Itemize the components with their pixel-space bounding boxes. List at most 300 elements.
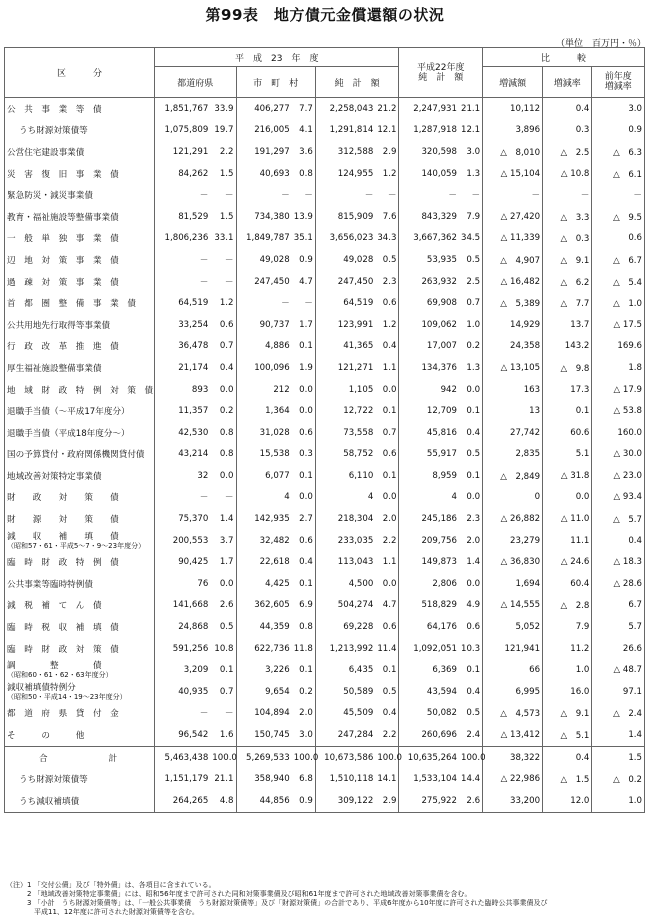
row-sublabel: （昭和57・61・平成5～7・9～23年度分） [7,541,146,550]
cell-value: △ 27,420 [483,206,543,228]
cell-value: 104,894 [236,703,292,725]
cell-value: 1,092,051 [399,638,459,660]
cell-value: 109,062 [399,314,459,336]
cell-value: 44,359 [236,616,292,638]
cell-value: 0.0 [219,578,234,589]
header-h23: 平 成 23 年 度 [155,48,399,67]
cell-value: 2.9 [382,146,397,157]
cell-value: 5.1 [543,444,592,466]
cell-value: 0.7 [382,427,397,438]
cell-value: 0.0 [382,578,397,589]
row-label-text: うち財源対策債等 [19,126,88,137]
cell-value: 4.7 [382,600,397,611]
cell-value: 45,816 [399,422,459,444]
table-row [5,120,645,142]
table-row [5,703,645,725]
cell-value: 1.7 [219,557,234,568]
cell-value: 81,529 [155,206,211,228]
cell-value: 734,380 [236,206,292,228]
cell-value: － [155,249,211,271]
cell-value: 96,542 [155,724,211,746]
cell-value: 1.4 [466,557,481,568]
row-label-text: 公営住宅建設事業債 [7,147,85,158]
table-row [5,681,645,703]
cell-value: 0.5 [466,449,481,460]
cell-value: 19.7 [214,125,234,136]
cell-value: 0.1 [382,470,397,481]
cell-value: 0.4 [466,686,481,697]
row-label [5,616,155,638]
cell-value: △ 26,882 [483,508,543,530]
cell-value: 3.7 [219,535,234,546]
row-label [5,487,155,509]
footnote-line: 3 「小計 うち財源対策債等」は、「一般公共事業債 うち財源対策債等」及び「財源対策債」の合計であり、平成6年度から10年度に許可された臨時公共事業債及び [6,899,548,907]
row-label-text: 減 税 補 て ん 債 [7,601,102,612]
cell-value: 0.4 [219,362,234,373]
cell-value: 2,806 [399,573,459,595]
cell-value: 1,851,767 [155,98,211,120]
cell-value: 6,435 [315,659,375,681]
cell-value: 7.7 [299,103,313,114]
cell-value: 49,028 [236,249,292,271]
cell-value: 0.4 [382,341,397,352]
cell-value: △ 1.0 [592,292,645,314]
cell-value: － [224,255,234,266]
table-row [5,638,645,660]
cell-value: 1,364 [236,400,292,422]
cell-value: 2.4 [466,730,481,741]
cell-value: 22,618 [236,551,292,573]
cell-value: 13.7 [543,314,592,336]
cell-value: 73,558 [315,422,375,444]
cell-value: △ 3.3 [543,206,592,228]
cell-value: 11.2 [543,638,592,660]
cell-value: 100.0 [210,746,236,768]
table-row [5,746,645,768]
row-label [5,228,155,250]
cell-value: 0.5 [466,254,481,265]
cell-value: 169.6 [592,336,645,358]
cell-value: 6.9 [299,600,313,611]
cell-value: 34.5 [460,233,481,244]
cell-value: 64,176 [399,616,459,638]
row-label-text: 公共用地先行取得等事業債 [7,320,111,331]
row-label [5,292,155,314]
cell-value: 358,940 [236,768,292,790]
cell-value: 4 [315,487,375,509]
table-body [5,98,645,813]
cell-value: 10,112 [483,98,543,120]
cell-value: 2.6 [459,790,483,812]
cell-value: 142,935 [236,508,292,530]
cell-value: 0.8 [219,449,234,460]
cell-value: 60.4 [543,573,592,595]
cell-value: △ 18.3 [592,551,645,573]
table-row [5,249,645,271]
cell-value: 1.0 [466,319,481,330]
cell-value: 362,605 [236,595,292,617]
cell-value: 160.0 [592,422,645,444]
cell-value: 2,258,043 [315,98,375,120]
cell-value: 17,007 [399,336,459,358]
table-row [5,487,645,509]
cell-value: 0.2 [299,686,313,697]
table-row [5,790,645,812]
cell-value: 0.0 [382,384,397,395]
cell-value: 3.0 [299,730,313,741]
unit-label: （単位 百万円・％） [555,39,646,49]
cell-value: △ 2,849 [483,465,543,487]
cell-value: － [471,191,481,202]
table-row [5,357,645,379]
cell-value: 4,886 [236,336,292,358]
cell-value: 3,667,362 [399,228,459,250]
cell-value: 12,709 [399,400,459,422]
page-title: 第99表 地方債元金償還額の状況 [205,6,445,24]
cell-value: △ 9.1 [543,249,592,271]
row-label-text: 臨 時 税 収 補 填 債 [7,623,119,634]
row-label [5,746,155,768]
cell-value: 0.6 [466,622,481,633]
cell-value: 100.0 [292,746,316,768]
table-row [5,616,645,638]
row-sublabel: （昭和60・61・62・63年度分） [7,671,113,680]
cell-value: △ 5,389 [483,292,543,314]
cell-value: 275,922 [399,790,459,812]
cell-value: 1.5 [592,746,645,768]
cell-value: △ 31.8 [543,465,592,487]
cell-value: 1.8 [592,357,645,379]
row-label-text: 財 源 対 策 債 [7,515,119,526]
cell-value: 0.2 [466,341,481,352]
cell-value: 121,291 [155,141,211,163]
cell-value: 0.5 [219,622,234,633]
cell-value: 209,756 [399,530,459,552]
cell-value: 0.5 [382,686,397,697]
cell-value: 16.0 [543,681,592,703]
cell-value: 0.1 [466,406,481,417]
row-label-text: 首 都 圏 整 備 事 業 債 [7,299,136,310]
cell-value: 13.9 [293,211,313,222]
cell-value: － [236,184,292,206]
cell-value: 2.6 [219,600,234,611]
cell-value: 27,742 [483,422,543,444]
cell-value: － [224,709,234,720]
cell-value: △ 48.7 [592,659,645,681]
cell-value: 10,673,586 [315,746,375,768]
cell-value: 0.2 [219,406,234,417]
cell-value: － [155,703,211,725]
cell-value: 3.0 [592,98,645,120]
cell-value: 247,450 [315,271,375,293]
cell-value: 1.5 [219,211,234,222]
cell-value: 0.0 [543,487,592,509]
cell-value: 1.5 [219,168,234,179]
row-label-text: 調 整 債 [7,661,102,672]
table-row [5,141,645,163]
cell-value: 0.3 [299,449,313,460]
table-row [5,163,645,185]
cell-value: 0.1 [299,470,313,481]
row-label-text: 臨 時 財 政 特 例 債 [7,558,119,569]
row-label [5,163,155,185]
cell-value: 0.6 [382,449,397,460]
cell-value: 150,745 [236,724,292,746]
row-label-text: 過 疎 対 策 事 業 債 [7,277,119,288]
footnotes [6,881,646,917]
cell-value: 24,868 [155,616,211,638]
cell-value: 2.2 [219,146,234,157]
cell-value: 100.0 [459,746,483,768]
row-label [5,681,155,703]
cell-value: △ 24.6 [543,551,592,573]
cell-value: 149,873 [399,551,459,573]
cell-value: 11.4 [377,643,397,654]
cell-value: 591,256 [155,638,211,660]
cell-value: 4.7 [299,276,313,287]
row-label [5,703,155,725]
row-label-text: 合 計 [38,753,121,764]
header-muni: 市 町 村 [236,67,315,98]
cell-value: 141,668 [155,595,211,617]
cell-value: 40,935 [155,681,211,703]
cell-value: － [224,277,234,288]
cell-value: 58,752 [315,444,375,466]
cell-value: △ 5.4 [592,271,645,293]
cell-value: 0.4 [466,427,481,438]
cell-value: 69,908 [399,292,459,314]
cell-value: 0.7 [466,298,481,309]
cell-value: △ 23.0 [592,465,645,487]
cell-value: 2.5 [466,276,481,287]
cell-value: 55,917 [399,444,459,466]
cell-value: 50,589 [315,681,375,703]
cell-value: 4.9 [466,600,481,611]
cell-value: 10,635,264 [399,746,459,768]
table-row [5,314,645,336]
cell-value: 0.1 [219,665,234,676]
cell-value: 90,425 [155,551,211,573]
cell-value: △ 9.1 [543,703,592,725]
cell-value: 1,291,814 [315,120,375,142]
cell-value: 44,856 [236,790,292,812]
table-row [5,768,645,790]
cell-value: 843,329 [399,206,459,228]
cell-value: 1,075,809 [155,120,211,142]
cell-value: － [236,292,292,314]
row-label-text: 財 政 対 策 債 [7,493,119,504]
cell-value: 2.2 [382,730,397,741]
cell-value: 3.0 [466,146,481,157]
cell-value: 64,519 [315,292,375,314]
cell-value: △ 93.4 [592,487,645,509]
cell-value: － [592,184,645,206]
cell-value: △ 30.0 [592,444,645,466]
cell-value: 1.2 [219,298,234,309]
cell-value: 309,122 [315,790,375,812]
header-prev-line2: 増減率 [604,82,632,92]
cell-value: 11,357 [155,400,211,422]
cell-value: 1,213,992 [315,638,375,660]
cell-value: － [315,184,375,206]
cell-value: 191,297 [236,141,292,163]
row-label-text: 緊急防災・減災事業債 [7,191,93,202]
cell-value: 90,737 [236,314,292,336]
cell-value: － [483,184,543,206]
cell-value: 43,214 [155,444,211,466]
cell-value: 143.2 [543,336,592,358]
cell-value: 216,005 [236,120,292,142]
row-label [5,508,155,530]
row-label [5,379,155,401]
cell-value: 0.6 [592,228,645,250]
cell-value: 7.9 [543,616,592,638]
cell-value: 0.3 [543,120,592,142]
cell-value: 33.1 [214,233,234,244]
cell-value: △ 28.6 [592,573,645,595]
cell-value: 4.1 [299,125,313,136]
cell-value: 6,110 [315,465,375,487]
header-h22-line2: 純 計 額 [418,72,464,83]
table-row [5,400,645,422]
table-row [5,379,645,401]
table-row [5,551,645,573]
cell-value: 942 [399,379,459,401]
cell-value: 32,482 [236,530,292,552]
cell-value: 6,077 [236,465,292,487]
cell-value: 815,909 [315,206,375,228]
cell-value: 24,358 [483,336,543,358]
cell-value: 6,369 [399,659,459,681]
cell-value: 1.6 [219,730,234,741]
cell-value: 0.1 [382,665,397,676]
cell-value: 0.9 [299,254,313,265]
cell-value: △ 4,573 [483,703,543,725]
cell-value: 0.8 [299,168,313,179]
cell-value: △ 4,907 [483,249,543,271]
row-sublabel: （昭和50・平成14・19～23年度分） [7,692,127,701]
cell-value: － [304,299,313,310]
cell-value: 1,533,104 [399,768,459,790]
cell-value: 0.1 [299,578,313,589]
cell-value: 247,450 [236,271,292,293]
cell-value: 263,932 [399,271,459,293]
cell-value: 84,262 [155,163,211,185]
cell-value: △ 2.8 [543,595,592,617]
cell-value: 12.1 [377,125,397,136]
cell-value: 32 [155,465,211,487]
cell-value: 124,955 [315,163,375,185]
cell-value: △ 53.8 [592,400,645,422]
row-label [5,271,155,293]
cell-value: 0.1 [543,400,592,422]
cell-value: 3,209 [155,659,211,681]
cell-value: 212 [236,379,292,401]
cell-value: 5,463,438 [155,746,211,768]
cell-value: 0.4 [299,557,313,568]
row-label [5,595,155,617]
footnote-line: 2 「地域改善対策特定事業債」には、昭和56年度まで許可された同和対策事業債及び昭和61年度まで許可された地域改善対策事業債を含む。 [6,890,472,898]
cell-value: 33,254 [155,314,211,336]
cell-value: 6.7 [592,595,645,617]
header-h22 [399,48,483,98]
cell-value: 8,959 [399,465,459,487]
row-label-text: うち財源対策債等 [19,775,88,786]
cell-value: 1.0 [543,659,592,681]
cell-value: 3,896 [483,120,543,142]
cell-value: △ 13,412 [483,724,543,746]
row-label [5,141,155,163]
cell-value: 0.7 [219,341,234,352]
cell-value: 41,365 [315,336,375,358]
row-label [5,790,155,812]
cell-value: 163 [483,379,543,401]
row-label [5,120,155,142]
cell-value: 218,304 [315,508,375,530]
cell-value: 1.9 [299,362,313,373]
cell-value: 0.0 [299,384,313,395]
cell-value: 0.0 [299,406,313,417]
row-label-text: 地 域 財 政 特 例 対 策 債 [7,385,154,396]
cell-value: 10.3 [460,643,481,654]
row-label [5,465,155,487]
cell-value: 21.2 [377,103,397,114]
cell-value: 2.7 [299,514,313,525]
cell-value: 35.1 [293,233,313,244]
header-net: 純 計 額 [315,67,399,98]
cell-value: 38,322 [483,746,543,768]
cell-value: 12.0 [543,790,592,812]
cell-value: 1.3 [466,168,481,179]
cell-value: 50,082 [399,703,459,725]
cell-value: 1.3 [466,362,481,373]
header-rate: 増減率 [543,67,592,98]
cell-value: 406,277 [236,98,292,120]
header-kubun: 区 分 [5,48,155,98]
cell-value: 1,151,179 [155,768,211,790]
cell-value: 4.8 [210,790,236,812]
cell-value: 247,284 [315,724,375,746]
cell-value: △ 9.8 [543,357,592,379]
cell-value: 0.9 [592,120,645,142]
cell-value: 264,265 [155,790,211,812]
cell-value: △ 17.9 [592,379,645,401]
cell-value: 121,941 [483,638,543,660]
cell-value: 0.8 [219,427,234,438]
table-row [5,465,645,487]
table-row [5,444,645,466]
cell-value: 0.6 [382,622,397,633]
cell-value: 504,274 [315,595,375,617]
cell-value: △ 6.7 [592,249,645,271]
cell-value: △ 11.0 [543,508,592,530]
cell-value: △ 9.5 [592,206,645,228]
cell-value: 2.3 [466,514,481,525]
cell-value: △ 6.3 [592,141,645,163]
cell-value: △ 11,339 [483,228,543,250]
cell-value: 0.6 [299,535,313,546]
cell-value: 893 [155,379,211,401]
cell-value: 0.0 [466,578,481,589]
cell-value: △ 15,104 [483,163,543,185]
cell-value: － [155,487,211,509]
cell-value: 622,736 [236,638,292,660]
cell-value: 1,510,118 [315,768,375,790]
repayment-table [4,47,645,813]
table-row [5,228,645,250]
cell-value: 3.6 [299,146,313,157]
cell-value: 31,028 [236,422,292,444]
